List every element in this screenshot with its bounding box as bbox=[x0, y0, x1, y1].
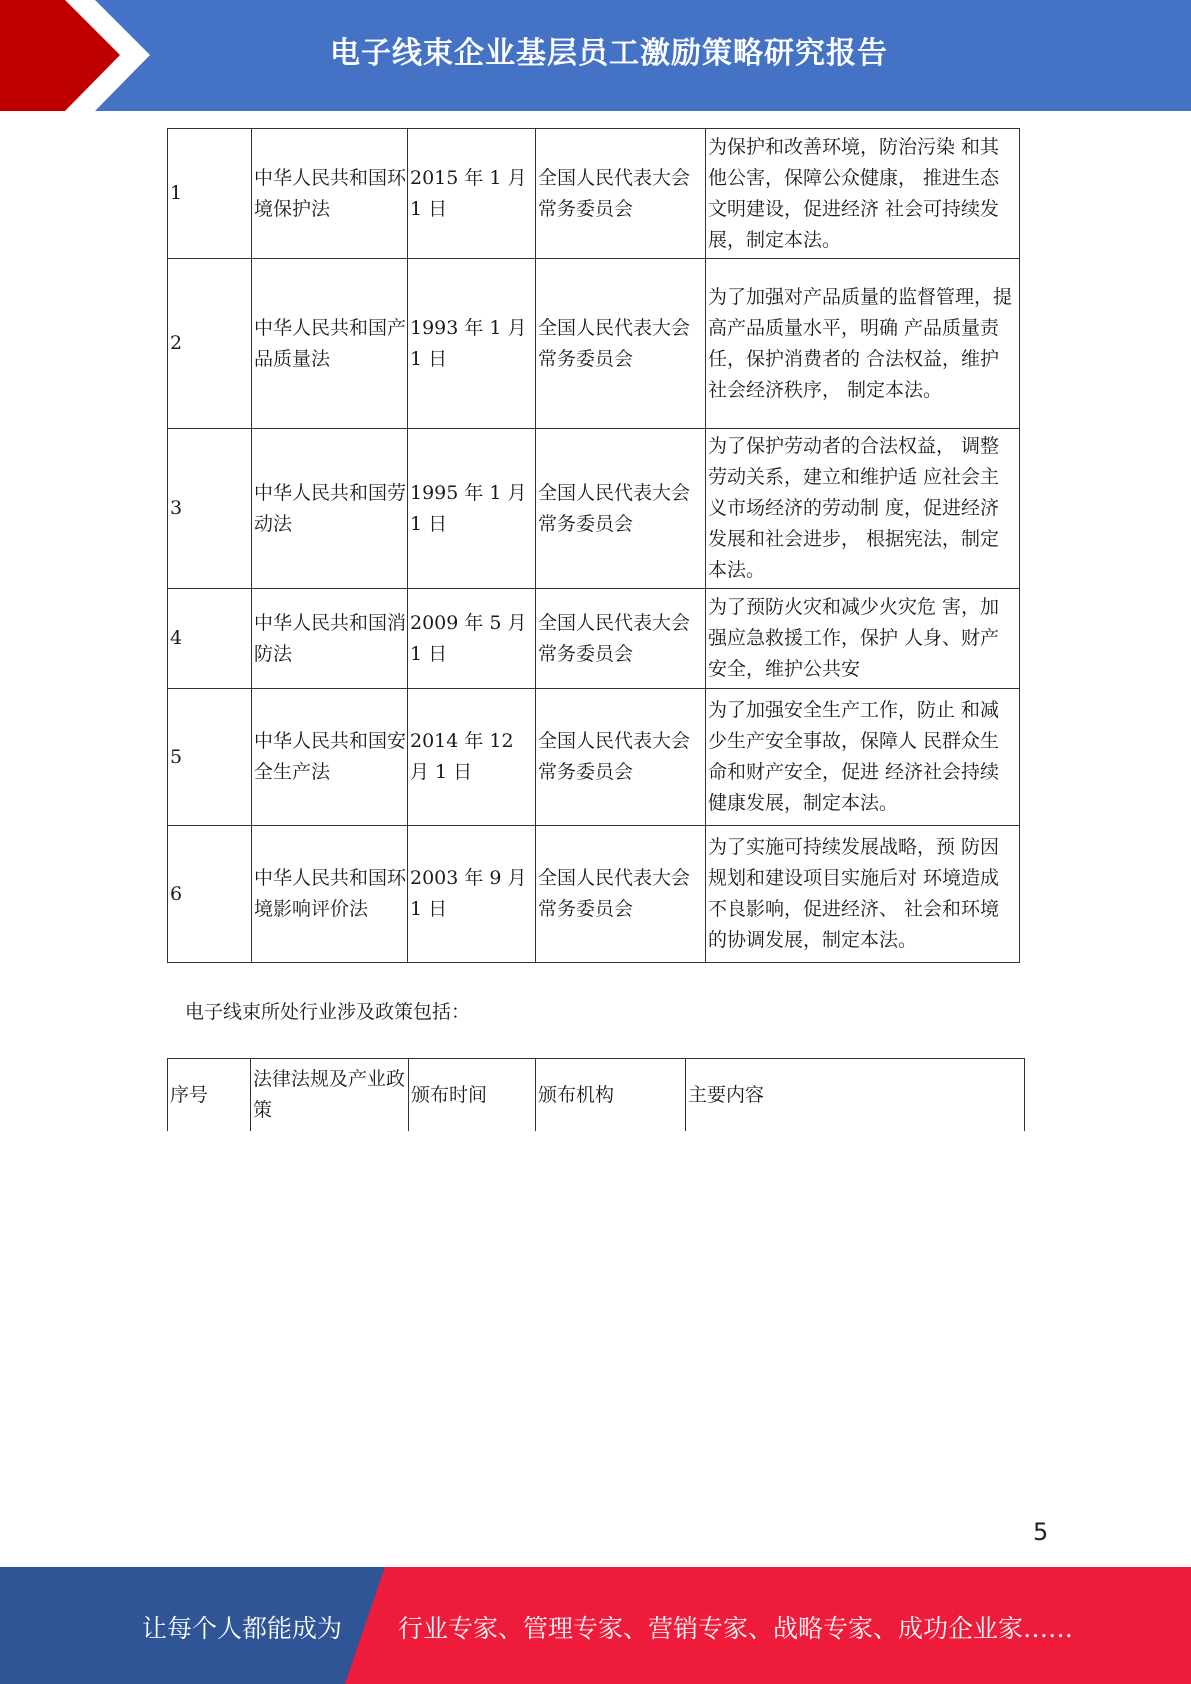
row-number: 3 bbox=[168, 429, 252, 589]
main-content: 为了预防火灾和减少火灾危 害，加强应急救援工作，保护 人身、财产安全，维护公共安 bbox=[706, 589, 1020, 689]
header-cell-date: 颁布时间 bbox=[409, 1059, 536, 1132]
row-number: 2 bbox=[168, 259, 252, 429]
table-row bbox=[168, 689, 1020, 826]
law-name: 中华人民共和国安全生产法 bbox=[252, 689, 408, 826]
issue-date: 2003 年 9 月 1 日 bbox=[408, 826, 536, 963]
policy-table bbox=[167, 1058, 1025, 1131]
law-name: 中华人民共和国产品质量法 bbox=[252, 259, 408, 429]
issuing-body: 全国人民代表大会常务委员会 bbox=[536, 259, 706, 429]
page-footer bbox=[0, 1567, 1191, 1684]
issuing-body: 全国人民代表大会常务委员会 bbox=[536, 589, 706, 689]
header-cell-org: 颁布机构 bbox=[536, 1059, 686, 1132]
header-cell-number: 序号 bbox=[168, 1059, 251, 1132]
page-number: 5 bbox=[1033, 1518, 1049, 1546]
main-content: 为了保护劳动者的合法权益， 调整劳动关系，建立和维护适 应社会主义市场经济的劳动制 度，促进经济发展和社会进步， 根据宪法，制定本法。 bbox=[706, 429, 1020, 589]
table-row bbox=[168, 826, 1020, 963]
row-number: 1 bbox=[168, 129, 252, 259]
issue-date: 1995 年 1 月 1 日 bbox=[408, 429, 536, 589]
footer-slogan-right: 行业专家、管理专家、营销专家、战略专家、成功企业家…… bbox=[398, 1614, 1074, 1643]
table-row bbox=[168, 129, 1020, 259]
issue-date: 1993 年 1 月 1 日 bbox=[408, 259, 536, 429]
header-cell-law: 法律法规及产业政策 bbox=[251, 1059, 409, 1132]
table-row bbox=[168, 589, 1020, 689]
footer-slogan-left: 让每个人都能成为 bbox=[142, 1614, 343, 1643]
issuing-body: 全国人民代表大会常务委员会 bbox=[536, 429, 706, 589]
header-arrow-logo bbox=[0, 0, 160, 111]
report-title: 电子线束企业基层员工激励策略研究报告 bbox=[330, 36, 888, 71]
law-table bbox=[167, 128, 1020, 963]
issuing-body: 全国人民代表大会常务委员会 bbox=[536, 129, 706, 259]
issue-date: 2009 年 5 月 1 日 bbox=[408, 589, 536, 689]
header-cell-content: 主要内容 bbox=[686, 1059, 1025, 1132]
row-number: 5 bbox=[168, 689, 252, 826]
main-content: 为了实施可持续发展战略，预 防因规划和建设项目实施后对 环境造成不良影响，促进经济、 社会和环境的协调发展，制定本法。 bbox=[706, 826, 1020, 963]
table-row bbox=[168, 429, 1020, 589]
issuing-body: 全国人民代表大会常务委员会 bbox=[536, 689, 706, 826]
issue-date: 2015 年 1 月 1 日 bbox=[408, 129, 536, 259]
main-content: 为保护和改善环境，防治污染 和其他公害，保障公众健康， 推进生态文明建设，促进经济 社会可持续发展，制定本法。 bbox=[706, 129, 1020, 259]
policy-intro-text: 电子线束所处行业涉及政策包括： bbox=[185, 1001, 471, 1023]
page-header bbox=[0, 0, 1191, 111]
law-name: 中华人民共和国劳动法 bbox=[252, 429, 408, 589]
row-number: 6 bbox=[168, 826, 252, 963]
table-header-row bbox=[168, 1059, 1025, 1132]
law-name: 中华人民共和国环境保护法 bbox=[252, 129, 408, 259]
issuing-body: 全国人民代表大会常务委员会 bbox=[536, 826, 706, 963]
law-name: 中华人民共和国消防法 bbox=[252, 589, 408, 689]
row-number: 4 bbox=[168, 589, 252, 689]
law-name: 中华人民共和国环境影响评价法 bbox=[252, 826, 408, 963]
issue-date: 2014 年 12 月 1 日 bbox=[408, 689, 536, 826]
main-content: 为了加强安全生产工作，防止 和减少生产安全事故，保障人 民群众生命和财产安全，促进 经济社会持续健康发展，制定本法。 bbox=[706, 689, 1020, 826]
main-content: 为了加强对产品质量的监督管理，提高产品质量水平，明确 产品质量责任，保护消费者的 合法权益，维护社会经济秩序， 制定本法。 bbox=[706, 259, 1020, 429]
table-row bbox=[168, 259, 1020, 429]
